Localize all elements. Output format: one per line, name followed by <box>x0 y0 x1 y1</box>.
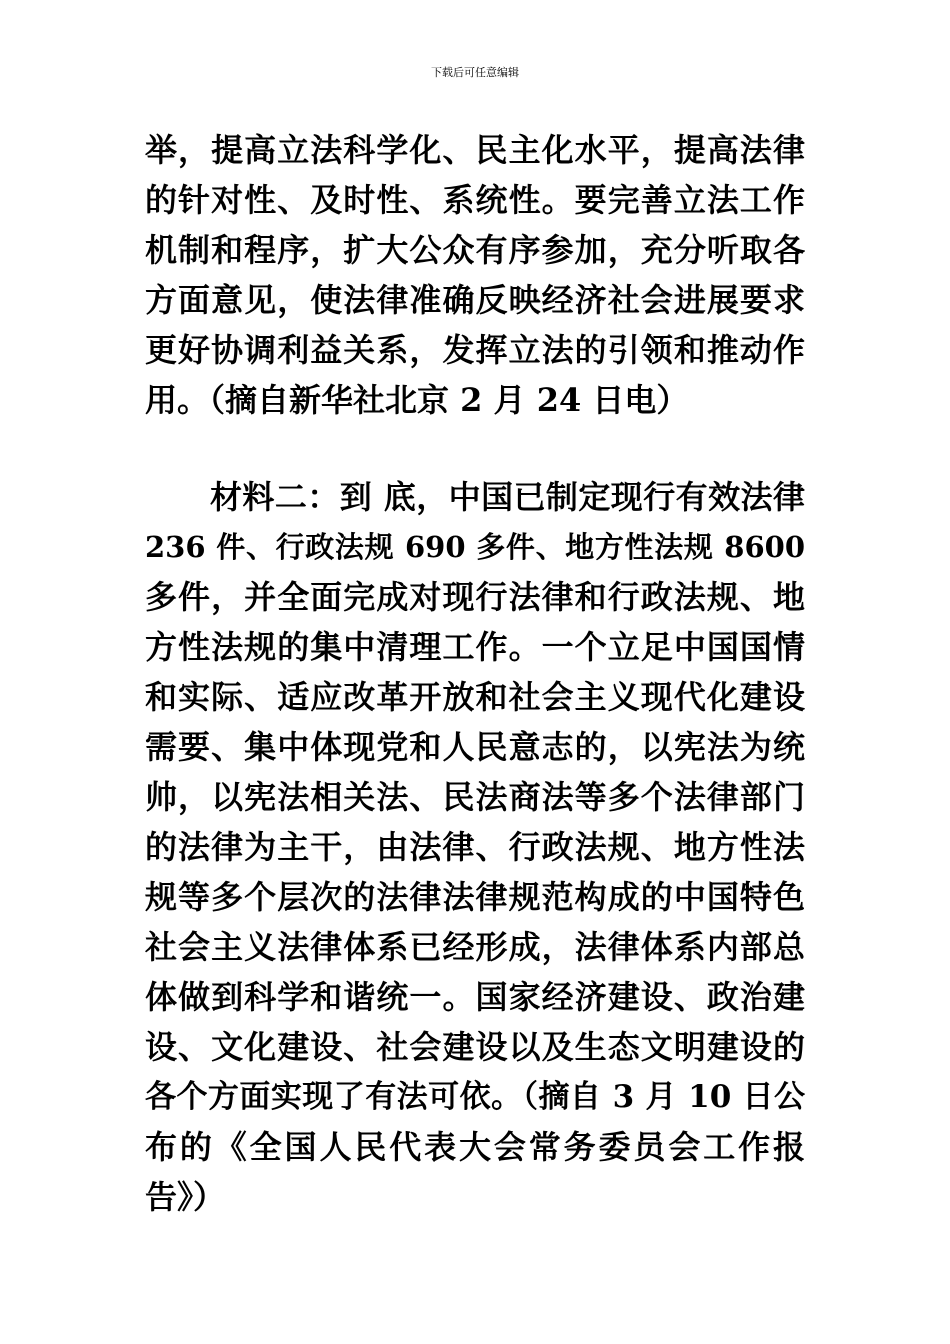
paragraph-2-line: 多件，并全面完成对现行法律和行政法规、地 <box>145 578 805 616</box>
paragraph-1-line: 方面意见，使法律准确反映经济社会进展要求 <box>145 281 805 319</box>
paragraph-1-line: 的针对性、及时性、系统性。要完善立法工作 <box>145 181 805 219</box>
paragraph-2-line: 和实际、适应改革开放和社会主义现代化建设 <box>145 678 805 716</box>
paragraph-1-line: 用。（摘自新华社北京 2 月 24 日电） <box>145 381 689 419</box>
paragraph-1-line: 更好协调利益关系，发挥立法的引领和推动作 <box>145 331 805 369</box>
paragraph-2-line: 材料二：到 底，中国已制定现行有效法律 <box>210 478 805 516</box>
paragraph-2-line: 236 件、行政法规 690 多件、地方性法规 8600 <box>145 530 805 564</box>
paragraph-2-line: 方性法规的集中清理工作。一个立足中国国情 <box>145 628 805 666</box>
paragraph-2-line: 的法律为主干，由法律、行政法规、地方性法 <box>145 828 805 866</box>
paragraph-2-line: 需要、集中体现党和人民意志的，以宪法为统 <box>145 728 805 766</box>
paragraph-2-line: 各个方面实现了有法可依。（摘自 3 月 10 日公 <box>145 1079 805 1115</box>
paragraph-1-line: 举，提高立法科学化、民主化水平，提高法律 <box>145 131 805 169</box>
paragraph-2-line: 设、文化建设、社会建设以及生态文明建设的 <box>145 1028 805 1066</box>
paragraph-2-line: 规等多个层次的法律法律规范构成的中国特色 <box>145 878 805 916</box>
paragraph-2-line: 体做到科学和谐统一。国家经济建设、政治建 <box>145 978 805 1016</box>
paragraph-1-line: 机制和程序，扩大公众有序参加，充分听取各 <box>145 231 805 269</box>
paragraph-2-line: 帅，以宪法相关法、民法商法等多个法律部门 <box>145 778 805 816</box>
paragraph-2-line: 告》） <box>145 1178 226 1216</box>
header-note: 下载后可任意编辑 <box>431 66 519 79</box>
paragraph-2-line: 社会主义法律体系已经形成，法律体系内部总 <box>145 928 805 966</box>
paragraph-2-line: 布的《全国人民代表大会常务委员会工作报 <box>145 1128 805 1166</box>
